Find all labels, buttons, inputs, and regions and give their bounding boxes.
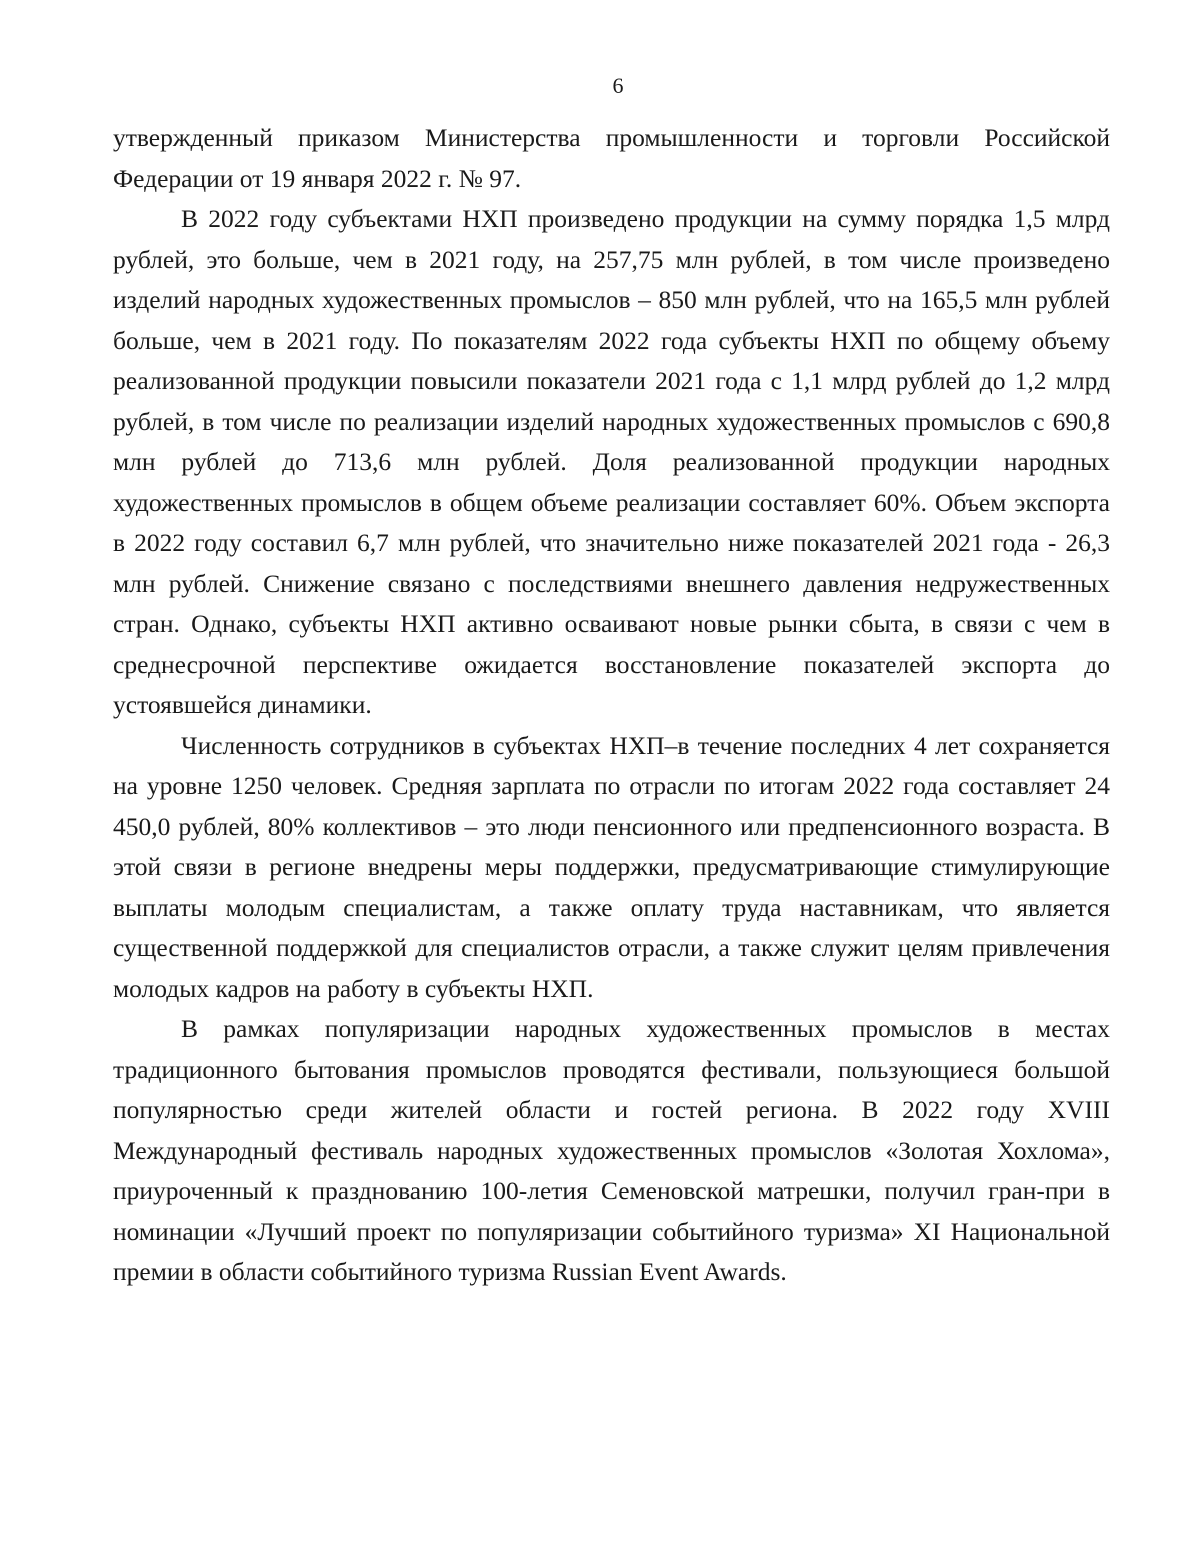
paragraph-employees: Численность сотрудников в субъектах НХП–в течение последних 4 лет сохраняется на уровне 1250 человек. Средняя зарплата по отрасли по итогам 2022 года составляет 24 450,0 рублей, 80% коллективов – это люди пенсионного или предпенсионного возраста. В этой связи в регионе внедрены меры поддержки, предусматривающие стимулирующие выплаты молодым специалистам, а также оплату труда наставникам, что является существенной поддержкой для специалистов отрасли, а также служит целям привлечения молодых кадров на работу в субъекты НХП.: [113, 730, 1110, 1003]
paragraph-continuation: утвержденный приказом Министерства промышленности и торговли Российской Федерации от 19 января 2022 г. № 97.: [113, 123, 1110, 193]
paragraph-festivals: В рамках популяризации народных художественных промыслов в местах традиционного бытования промыслов проводятся фестивали, пользующиеся большой популярностью среди жителей области и гостей региона. В 2022 году XVIII Международный фестиваль народных художественных промыслов «Золотая Хохлома», приуроченный к празднованию 100-летия Семеновской матрешки, получил гран-при в номинации «Лучший проект по популяризации событийного туризма» XI Национальной премии в области событийного туризма Russian Event Awards.: [113, 1014, 1110, 1286]
paragraph-production-figures: В 2022 году субъектами НХП произведено продукции на сумму порядка 1,5 млрд рублей, это больше, чем в 2021 году, на 257,75 млн рублей, в том числе произведено изделий народных художественных промыслов – 850 млн рублей, что на 165,5 млн рублей больше, чем в 2021 году. По показателям 2022 года субъекты НХП по общему объему реализованной продукции повысили показатели 2021 года с 1,1 млрд рублей до 1,2 млрд рублей, в том числе по реализации изделий народных художественных промыслов с 690,8 млн рублей до 713,6 млн рублей. Доля реализованной продукции народных художественных промыслов в общем объеме реализации составляет 60%. Объем экспорта в 2022 году составил 6,7 млн рублей, что значительно ниже показателей 2021 года - 26,3 млн рублей. Снижение связано с последствиями внешнего давления недружественных стран. Однако, субъекты НХП активно осваивают новые рынки сбыта, в связи с чем в среднесрочной перспективе ожидается восстановление показателей экспорта до устоявшейся динамики.: [113, 204, 1110, 719]
page-number: 6: [612, 73, 624, 98]
document-body: [113, 118, 1110, 1293]
